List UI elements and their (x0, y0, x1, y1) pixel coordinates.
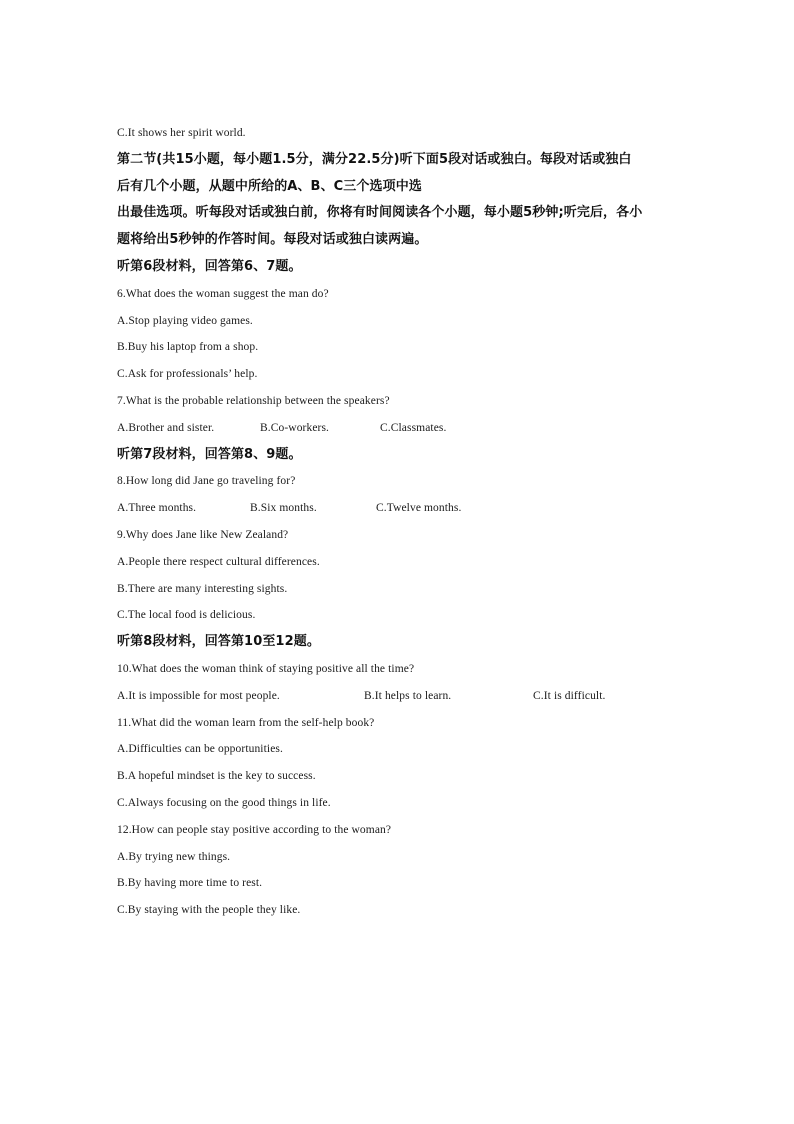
option-a: A.Brother and sister. (117, 421, 215, 434)
option-line: B.There are many interesting sights. (117, 582, 288, 595)
option-b: B.Six months. (250, 502, 317, 515)
option-line: C.The local food is delicious. (117, 609, 256, 622)
option-line: A.People there respect cultural differences. (117, 555, 320, 568)
option-line: B.By having more time to rest. (117, 877, 263, 890)
option-line: C.By staying with the people they like. (117, 904, 301, 917)
question-6: 6.What does the woman suggest the man do? (117, 287, 329, 300)
section-instructions: 出最佳选项。听每段对话或独白前，你将有时间阅读各个小题，每小题5秒钟;听完后，各小 (117, 205, 643, 221)
question-7: 7.What is the probable relationship between the speakers? (117, 394, 390, 407)
options-row (117, 683, 687, 710)
options-row (117, 495, 687, 522)
options-row (117, 415, 687, 442)
option-a: A.It is impossible for most people. (117, 689, 280, 702)
question-11: 11.What did the woman learn from the self-help book? (117, 716, 375, 729)
option-c: C.Classmates. (380, 421, 447, 434)
option-a: A.Three months. (117, 502, 197, 515)
question-12: 12.How can people stay positive according to the woman? (117, 823, 392, 836)
question-9: 9.Why does Jane like New Zealand? (117, 528, 289, 541)
option-b: B.It helps to learn. (364, 689, 452, 702)
material-heading: 听第8段材料，回答第10至12题。 (117, 634, 320, 650)
material-heading: 听第6段材料，回答第6、7题。 (117, 258, 302, 274)
option-line: A.Difficulties can be opportunities. (117, 743, 283, 756)
section-instructions: 后有几个小题，从题中所给的A、B、C三个选项中选 (117, 178, 422, 194)
question-10: 10.What does the woman think of staying positive all the time? (117, 662, 415, 675)
option-line: C.It shows her spirit world. (117, 127, 246, 139)
section-instructions: 题将给出5秒钟的作答时间。每段对话或独白读两遍。 (117, 232, 428, 248)
option-c: C.Twelve months. (376, 502, 462, 515)
option-line: B.A hopeful mindset is the key to success. (117, 770, 316, 783)
option-line: A.Stop playing video games. (117, 314, 253, 327)
option-line: C.Always focusing on the good things in life. (117, 796, 331, 809)
question-8: 8.How long did Jane go traveling for? (117, 475, 296, 488)
option-line: B.Buy his laptop from a shop. (117, 341, 259, 354)
option-c: C.It is difficult. (533, 689, 606, 702)
material-heading: 听第7段材料，回答第8、9题。 (117, 446, 302, 462)
option-line: C.Ask for professionals’ help. (117, 368, 258, 381)
document-body (117, 120, 687, 924)
section-instructions: 第二节(共15小题，每小题1.5分，满分22.5分)听下面5段对话或独白。每段对话或独白 (117, 151, 632, 167)
option-b: B.Co-workers. (260, 421, 330, 434)
option-line: A.By trying new things. (117, 850, 231, 863)
